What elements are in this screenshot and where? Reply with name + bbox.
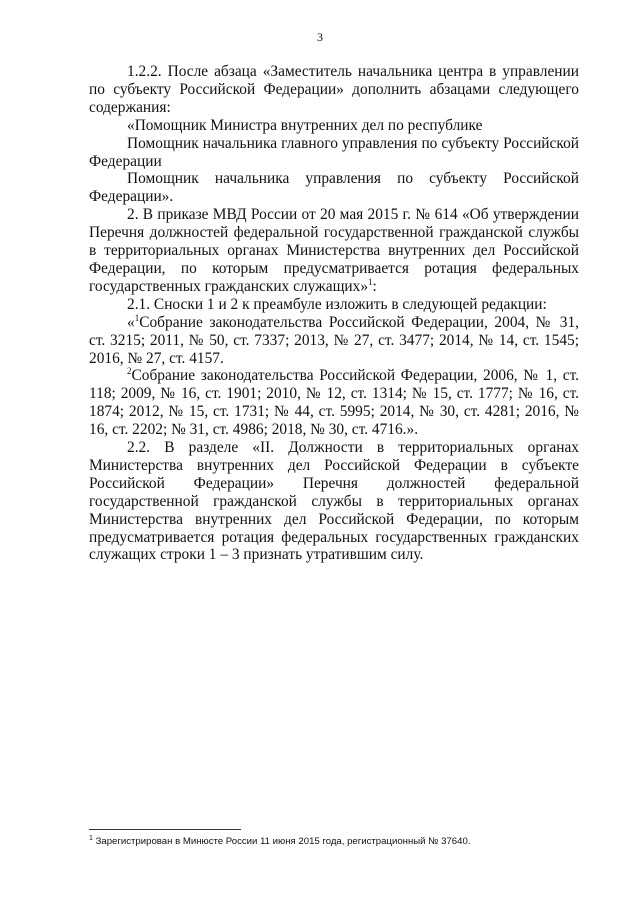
- paragraph-1-2-2: 1.2.2. После абзаца «Заместитель начальника центра в управлении по субъекту Российской Федерации» дополнить абзацами следующего содержания:: [89, 63, 579, 116]
- paragraph-footnote-1-text: [89, 314, 579, 368]
- open-quote: «: [127, 313, 135, 331]
- paragraph-assistant-main-directorate: Помощник начальника главного управления по субъекту Российской Федерации: [89, 134, 579, 170]
- page-footnote: [89, 836, 589, 848]
- footnote-1-citation: Собрание законодательства Российской Федерации, 2004, № 31, ст. 3215; 2011, № 50, ст. 7337; 2013, № 27, ст. 3477; 2014, № 14, ст. 1545; 2016, № 27, ст. 4157.: [89, 313, 579, 367]
- footnote-number: 1: [89, 835, 93, 842]
- footnote-marker-1: 1: [134, 312, 140, 323]
- paragraph-assistant-minister: «Помощник Министра внутренних дел по республике: [127, 116, 483, 134]
- paragraph-2-text: 2. В приказе МВД России от 20 мая 2015 г. № 614 «Об утверждении Перечня должностей федеральной государственной гражданской службы в территориальных органах Министерства внутренних дел Российской Федерации, по которым предусматривается ротация федеральных государственных гражданских служащих»: [89, 206, 579, 295]
- footnote-marker-2: 2: [127, 366, 132, 377]
- paragraph-2-2: 2.2. В разделе «II. Должности в территориальных органах Министерства внутренних дел Российской Федерации в субъекте Российской Федерации» Перечня должностей федеральной государственной гражданской службы в территориальных органах Министерства внутренних дел Российской Федерации, по которым предусматривается ротация федеральных государственных гражданских служащих строки 1 – 3 признать утратившим силу.: [89, 439, 579, 564]
- footnote-text: Зарегистрирован в Минюсте России 11 июня 2015 года, регистрационный № 37640.: [95, 836, 471, 847]
- footnote-ref-1: 1: [368, 276, 373, 287]
- footnote-2-citation: Собрание законодательства Российской Федерации, 2006, № 1, ст. 118; 2009, № 16, ст. 1901; 2010, № 12, ст. 1314; № 15, ст. 1777; № 16, ст. 1874; 2012, № 15, ст. 1731; № 44, ст. 5995; 2014, № 30, ст. 4281; 2016, № 16, ст. 2202; № 31, ст. 4986; 2018, № 30, ст. 4716.».: [89, 367, 579, 439]
- document-body: [89, 63, 579, 564]
- paragraph-2-order-614: [89, 206, 579, 296]
- paragraph-2-1: 2.1. Сноски 1 и 2 к преамбуле изложить в следующей редакции:: [127, 295, 547, 313]
- paragraph-assistant-directorate: Помощник начальника управления по субъекту Российской Федерации».: [89, 170, 579, 206]
- paragraph-footnote-2-text: [89, 367, 579, 439]
- paragraph-2-tail: :: [372, 277, 377, 295]
- page-number: 3: [317, 30, 323, 44]
- footnote-divider: [89, 829, 241, 830]
